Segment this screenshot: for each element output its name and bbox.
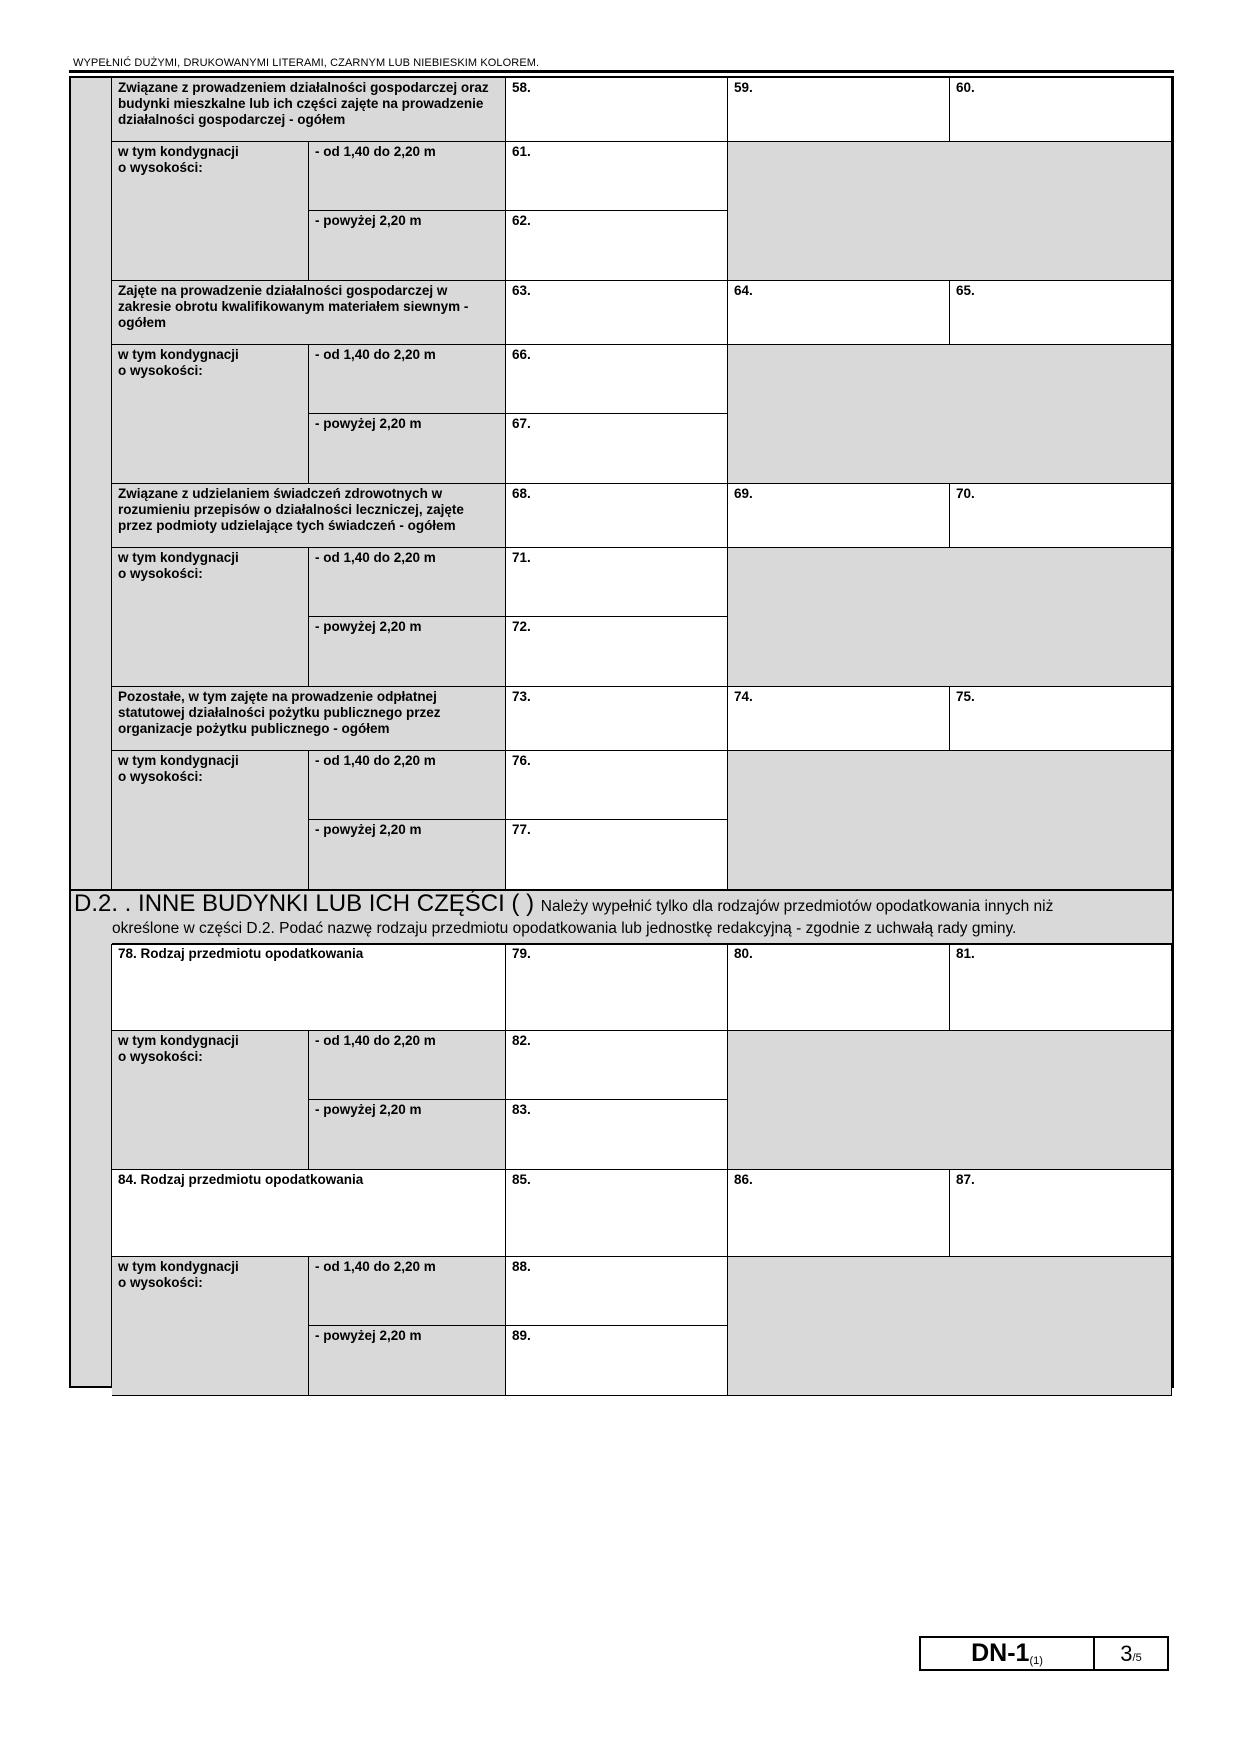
d1-group-3-low-height-number: 71. bbox=[512, 550, 531, 565]
section-d2-heading: D.2. . INNE BUDYNKI LUB ICH CZĘŚCI ( ) bbox=[74, 890, 535, 917]
d1-group-1-field-3[interactable] bbox=[950, 78, 1172, 142]
d1-group-2-low-height-field[interactable] bbox=[506, 345, 728, 414]
d1-group-1-low-height-field[interactable] bbox=[506, 142, 728, 211]
d2-group-1-field-number-3: 81. bbox=[956, 946, 975, 961]
d1-group-3-label: Związane z udzielaniem świadczeń zdrowotnych w rozumieniu przepisów o działalności leczniczej, zajęte przez podmioty udzielające tych świadczeń - ogółem bbox=[118, 486, 464, 533]
d2-group-2-field-3[interactable] bbox=[950, 1170, 1172, 1257]
d2-group-2-field-number-2: 86. bbox=[734, 1172, 753, 1187]
d1-group-1-unused-area bbox=[728, 142, 1172, 281]
d2-group-2-field-1[interactable] bbox=[506, 1170, 728, 1257]
d1-group-4-sub-label: w tym kondygnacji o wysokości: bbox=[118, 753, 239, 784]
d2-group-2-high-height-label: - powyżej 2,20 m bbox=[315, 1328, 422, 1343]
d1-group-4-field-number-1: 73. bbox=[512, 689, 531, 704]
d2-group-2-label-cell[interactable] bbox=[112, 1170, 506, 1257]
d2-group-2-high-height-field[interactable] bbox=[506, 1326, 728, 1396]
form-table bbox=[69, 76, 1174, 1388]
d1-group-4-field-2[interactable] bbox=[728, 687, 950, 751]
d1-group-1-high-height-field[interactable] bbox=[506, 211, 728, 281]
d2-group-2-field-number-1: 85. bbox=[512, 1172, 531, 1187]
d2-group-1-high-height-number: 83. bbox=[512, 1102, 531, 1117]
page-current: 3 bbox=[1120, 1641, 1133, 1666]
d2-group-1-high-height-label-cell bbox=[309, 1100, 506, 1170]
d1-group-3-high-height-number: 72. bbox=[512, 619, 531, 634]
d1-group-2-high-height-field[interactable] bbox=[506, 414, 728, 484]
d1-group-4-high-height-field[interactable] bbox=[506, 820, 728, 890]
d1-group-3-field-2[interactable] bbox=[728, 484, 950, 548]
d2-group-2-sub-label-cell bbox=[112, 1257, 309, 1396]
d1-group-4-high-height-label: - powyżej 2,20 m bbox=[315, 822, 422, 837]
d2-group-1-field-1[interactable] bbox=[506, 944, 728, 1031]
d1-group-2-sub-label: w tym kondygnacji o wysokości: bbox=[118, 347, 239, 378]
d1-group-1-field-number-3: 60. bbox=[956, 80, 975, 95]
d2-margin-line bbox=[111, 944, 113, 1386]
d2-group-2-label: 84. Rodzaj przedmiotu opodatkowania bbox=[118, 1172, 364, 1187]
d1-group-4-sub-label-cell bbox=[112, 751, 309, 890]
d1-group-2-field-number-2: 64. bbox=[734, 283, 753, 298]
form-code-version: (1) bbox=[1029, 1655, 1043, 1667]
d1-group-3-high-height-label: - powyżej 2,20 m bbox=[315, 619, 422, 634]
d2-group-1-field-2[interactable] bbox=[728, 944, 950, 1031]
d2-group-2-low-height-number: 88. bbox=[512, 1259, 531, 1274]
d2-group-1-low-height-label-cell bbox=[309, 1031, 506, 1100]
d1-group-3-low-height-field[interactable] bbox=[506, 548, 728, 617]
d1-group-1-field-1[interactable] bbox=[506, 78, 728, 142]
d2-group-2-unused-area bbox=[728, 1257, 1172, 1396]
d1-group-2-label-cell bbox=[112, 281, 506, 345]
d1-group-3-field-number-2: 69. bbox=[734, 486, 753, 501]
d1-group-1-field-number-2: 59. bbox=[734, 80, 753, 95]
d2-group-1-field-number-1: 79. bbox=[512, 946, 531, 961]
d2-group-1-high-height-field[interactable] bbox=[506, 1100, 728, 1170]
d1-group-2-sub-label-cell bbox=[112, 345, 309, 484]
header-rule bbox=[69, 70, 1174, 73]
d1-group-1-low-height-label-cell bbox=[309, 142, 506, 211]
d2-group-1-label-cell[interactable] bbox=[112, 944, 506, 1031]
d1-group-3-field-number-3: 70. bbox=[956, 486, 975, 501]
d1-group-2-low-height-label: - od 1,40 do 2,20 m bbox=[315, 347, 436, 362]
d2-group-1-low-height-field[interactable] bbox=[506, 1031, 728, 1100]
d1-group-2-low-height-label-cell bbox=[309, 345, 506, 414]
d2-group-2-high-height-label-cell bbox=[309, 1326, 506, 1396]
d1-group-4-low-height-number: 76. bbox=[512, 753, 531, 768]
d1-group-1-low-height-label: - od 1,40 do 2,20 m bbox=[315, 144, 436, 159]
d2-group-1-field-number-2: 80. bbox=[734, 946, 753, 961]
d2-table-top-line bbox=[112, 943, 1172, 945]
section-d2-note: Należy wypełnić tylko dla rodzajów przedmiotów opodatkowania innych niż bbox=[540, 898, 1054, 915]
d1-group-1-sub-label-cell bbox=[112, 142, 309, 281]
form-code bbox=[921, 1638, 1095, 1669]
d1-group-4-field-3[interactable] bbox=[950, 687, 1172, 751]
d1-group-4-field-1[interactable] bbox=[506, 687, 728, 751]
d1-group-3-unused-area bbox=[728, 548, 1172, 687]
d2-group-1-label: 78. Rodzaj przedmiotu opodatkowania bbox=[118, 946, 364, 961]
d1-group-2-field-number-3: 65. bbox=[956, 283, 975, 298]
d1-group-1-label-cell bbox=[112, 78, 506, 142]
d1-group-2-unused-area bbox=[728, 345, 1172, 484]
d1-group-4-label-cell bbox=[112, 687, 506, 751]
d2-group-1-low-height-label: - od 1,40 do 2,20 m bbox=[315, 1033, 436, 1048]
d1-group-2-high-height-label: - powyżej 2,20 m bbox=[315, 416, 422, 431]
d1-group-1-high-height-label-cell bbox=[309, 211, 506, 281]
d1-group-2-field-number-1: 63. bbox=[512, 283, 531, 298]
d1-group-2-high-height-label-cell bbox=[309, 414, 506, 484]
d1-group-3-low-height-label: - od 1,40 do 2,20 m bbox=[315, 550, 436, 565]
d1-group-3-high-height-label-cell bbox=[309, 617, 506, 687]
d1-group-4-field-number-3: 75. bbox=[956, 689, 975, 704]
d2-group-1-sub-label-cell bbox=[112, 1031, 309, 1170]
d1-group-4-high-height-label-cell bbox=[309, 820, 506, 890]
d1-group-1-field-number-1: 58. bbox=[512, 80, 531, 95]
page-number bbox=[1095, 1638, 1167, 1669]
d1-margin-line bbox=[111, 78, 113, 890]
d1-group-4-low-height-label: - od 1,40 do 2,20 m bbox=[315, 753, 436, 768]
d2-group-1-field-3[interactable] bbox=[950, 944, 1172, 1031]
d1-group-1-label: Związane z prowadzeniem działalności gospodarczej oraz budynki mieszkalne lub ich części zajęte na prowadzenie działalności gospodarczej - ogółem bbox=[118, 80, 489, 127]
d1-group-3-label-cell bbox=[112, 484, 506, 548]
d1-group-1-field-2[interactable] bbox=[728, 78, 950, 142]
d2-group-2-low-height-label-cell bbox=[309, 1257, 506, 1326]
d2-group-1-unused-area bbox=[728, 1031, 1172, 1170]
section-d2-title bbox=[74, 891, 1053, 920]
d1-group-4-unused-area bbox=[728, 751, 1172, 890]
form-instruction: WYPEŁNIĆ DUŻYMI, DRUKOWANYMI LITERAMI, CZARNYM LUB NIEBIESKIM KOLOREM. bbox=[73, 57, 540, 69]
d1-group-4-low-height-label-cell bbox=[309, 751, 506, 820]
d1-group-3-field-3[interactable] bbox=[950, 484, 1172, 548]
d2-group-2-high-height-number: 89. bbox=[512, 1328, 531, 1343]
d1-group-1-sub-label: w tym kondygnacji o wysokości: bbox=[118, 144, 239, 175]
d1-group-3-field-1[interactable] bbox=[506, 484, 728, 548]
d1-group-4-low-height-field[interactable] bbox=[506, 751, 728, 820]
d2-group-2-low-height-label: - od 1,40 do 2,20 m bbox=[315, 1259, 436, 1274]
form-code-text: DN-1 bbox=[971, 1639, 1030, 1667]
form-footer bbox=[919, 1636, 1169, 1671]
d1-group-2-label: Zajęte na prowadzenie działalności gospodarczej w zakresie obrotu kwalifikowanym materiałem siewnym - ogółem bbox=[118, 283, 469, 330]
d2-group-1-sub-label: w tym kondygnacji o wysokości: bbox=[118, 1033, 239, 1064]
d1-group-4-label: Pozostałe, w tym zajęte na prowadzenie odpłatnej statutowej działalności pożytku publicznego przez organizacje pożytku publicznego - ogółem bbox=[118, 689, 441, 736]
d2-group-2-field-number-3: 87. bbox=[956, 1172, 975, 1187]
d1-group-2-field-2[interactable] bbox=[728, 281, 950, 345]
d1-group-3-sub-label: w tym kondygnacji o wysokości: bbox=[118, 550, 239, 581]
d1-group-3-field-number-1: 68. bbox=[512, 486, 531, 501]
d2-group-1-high-height-label: - powyżej 2,20 m bbox=[315, 1102, 422, 1117]
d2-group-2-sub-label: w tym kondygnacji o wysokości: bbox=[118, 1259, 239, 1290]
d2-group-2-field-2[interactable] bbox=[728, 1170, 950, 1257]
section-d2-note-continued: określone w części D.2. Podać nazwę rodzaju przedmiotu opodatkowania lub jednostkę redakcyjną - zgodnie z uchwałą rady gminy. bbox=[112, 920, 1017, 937]
d1-group-4-field-number-2: 74. bbox=[734, 689, 753, 704]
d1-group-3-high-height-field[interactable] bbox=[506, 617, 728, 687]
d1-group-4-high-height-number: 77. bbox=[512, 822, 531, 837]
d1-group-2-low-height-number: 66. bbox=[512, 347, 531, 362]
d1-group-3-sub-label-cell bbox=[112, 548, 309, 687]
d2-group-2-low-height-field[interactable] bbox=[506, 1257, 728, 1326]
d1-group-2-field-1[interactable] bbox=[506, 281, 728, 345]
d1-group-1-high-height-number: 62. bbox=[512, 213, 531, 228]
page-total: /5 bbox=[1132, 1652, 1142, 1664]
d2-group-1-low-height-number: 82. bbox=[512, 1033, 531, 1048]
d1-group-1-high-height-label: - powyżej 2,20 m bbox=[315, 213, 422, 228]
d1-group-3-low-height-label-cell bbox=[309, 548, 506, 617]
d1-group-2-high-height-number: 67. bbox=[512, 416, 531, 431]
d1-group-2-field-3[interactable] bbox=[950, 281, 1172, 345]
d1-group-1-low-height-number: 61. bbox=[512, 144, 531, 159]
